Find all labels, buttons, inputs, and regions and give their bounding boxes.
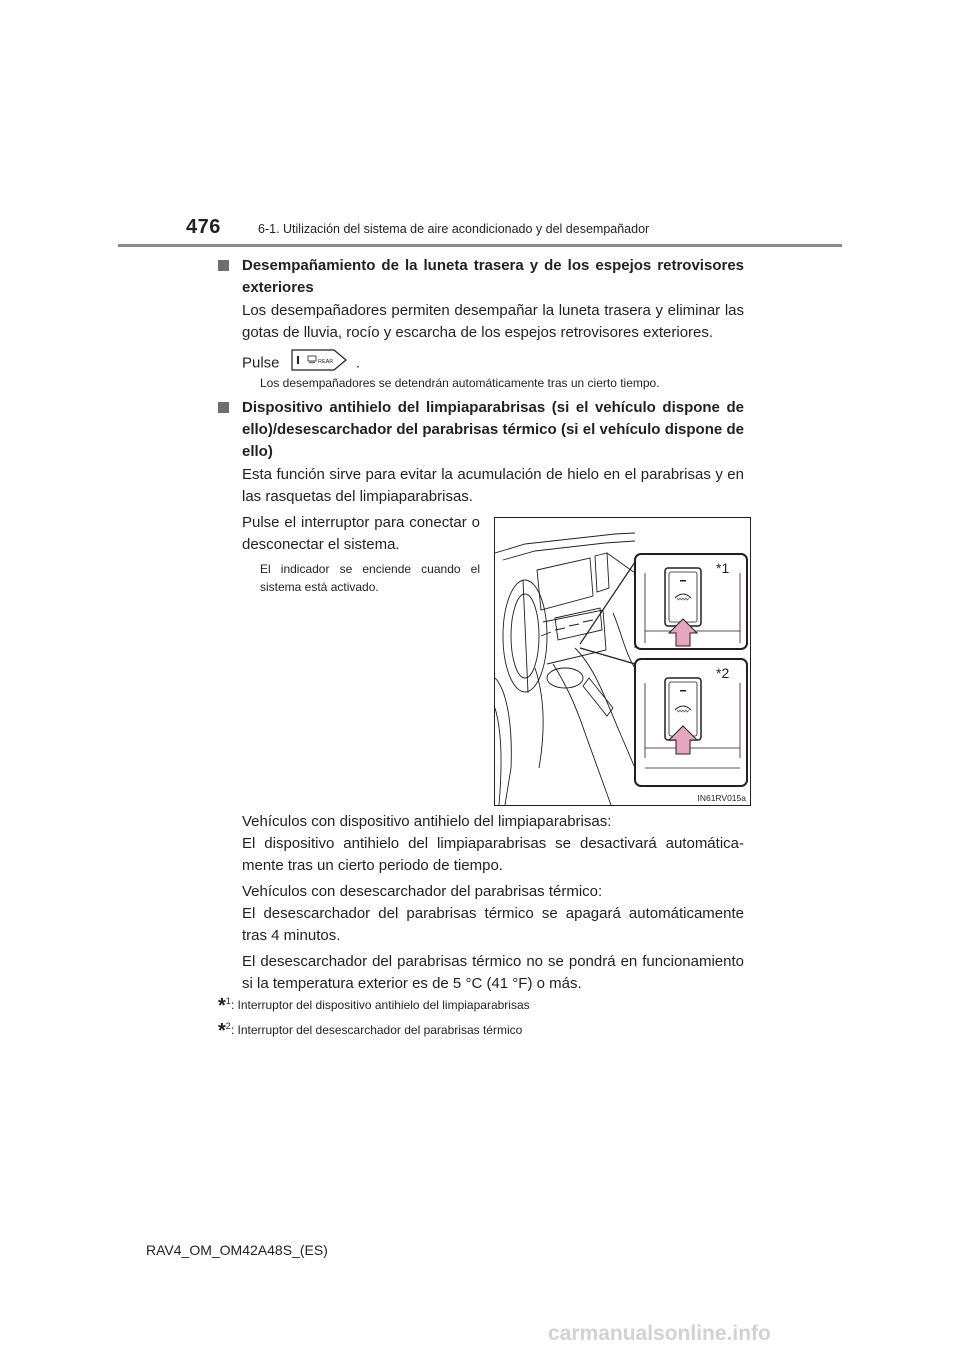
document-code: RAV4_OM_OM42A48S_(ES) — [146, 1242, 328, 1258]
header-rule — [118, 244, 842, 247]
section-heading-text: Desempañamiento de la luneta trasera y de los espejos retrovisores exteriores — [242, 257, 744, 296]
section-heading-rear-defogger — [218, 255, 744, 299]
deicer-auto-off-text: El dispositivo antihielo del limpiaparabrisas se desactivará automática-mente tras un cierto periodo de tiempo. — [242, 835, 744, 874]
deicer-switch-inset-2 — [635, 659, 747, 786]
figure-id: IN61RV015a — [697, 793, 746, 803]
rear-button-label: REAR — [317, 359, 333, 365]
pulse-suffix: . — [355, 354, 361, 372]
thermal-auto-off-text: El desescarchador del parabrisas térmico se apagará automáticamente tras 4 minutos. — [242, 905, 744, 944]
section-marker-icon — [218, 260, 229, 271]
dashboard-illustration — [494, 517, 751, 806]
footnote-number: 1 — [225, 996, 231, 1006]
rear-defogger-description: Los desempañadores permiten desempañar la luneta trasera y eliminar las gotas de lluvia, rocío y escarcha de los espejos retrovisores exteriores. — [242, 302, 744, 341]
deicer-description: Esta función sirve para evitar la acumulación de hielo en el parabrisas y en las rasquetas del limpiaparabrisas. — [242, 466, 744, 505]
pulse-label: Pulse — [242, 354, 280, 372]
chapter-title: 6-1. Utilización del sistema de aire acondicionado y del desempañador — [258, 222, 650, 236]
watermark: carmanualsonline.info — [548, 1322, 771, 1345]
thermal-intro: Vehículos con desescarchador del parabrisas térmico: — [242, 883, 603, 900]
footnote-2 — [218, 1017, 744, 1040]
temperature-note: El desescarchador del parabrisas térmico no se pondrá en funcionamiento si la temperatura exterior es de 5 °C (41 °F) o más. — [242, 953, 744, 992]
section-heading-text: Dispositivo antihielo del limpiaparabrisas (si el vehículo dispone de ello)/desescarchador del parabrisas térmico (si el vehículo dispone de ello) — [242, 399, 744, 460]
footnote-asterisk: * — [218, 1020, 226, 1042]
footnote-asterisk: * — [218, 995, 226, 1017]
footnote-text: : Interruptor del desescarchador del parabrisas térmico — [230, 1023, 523, 1037]
callout-2-label: *2 — [716, 665, 730, 681]
section-marker-icon — [218, 402, 229, 413]
switch-instruction: Pulse el interruptor para conectar o desconectar el sistema. — [242, 514, 480, 553]
callout-1-label: *1 — [716, 560, 730, 576]
footnote-1 — [218, 992, 744, 1015]
deicer-switch-inset-1 — [635, 554, 747, 649]
rear-defogger-note: Los desempañadores se detendrán automáticamente tras un cierto tiempo. — [260, 376, 660, 390]
indicator-note: El indicador se enciende cuando el sistema está activado. — [260, 562, 480, 594]
section-heading-windshield-deicer — [218, 397, 744, 463]
footnote-number: 2 — [225, 1021, 231, 1031]
page-number: 476 — [186, 216, 221, 238]
dashboard-drawing — [495, 518, 750, 805]
deicer-intro: Vehículos con dispositivo antihielo del limpiaparabrisas: — [242, 813, 612, 830]
footnote-text: : Interruptor del dispositivo antihielo del limpiaparabrisas — [230, 998, 530, 1012]
